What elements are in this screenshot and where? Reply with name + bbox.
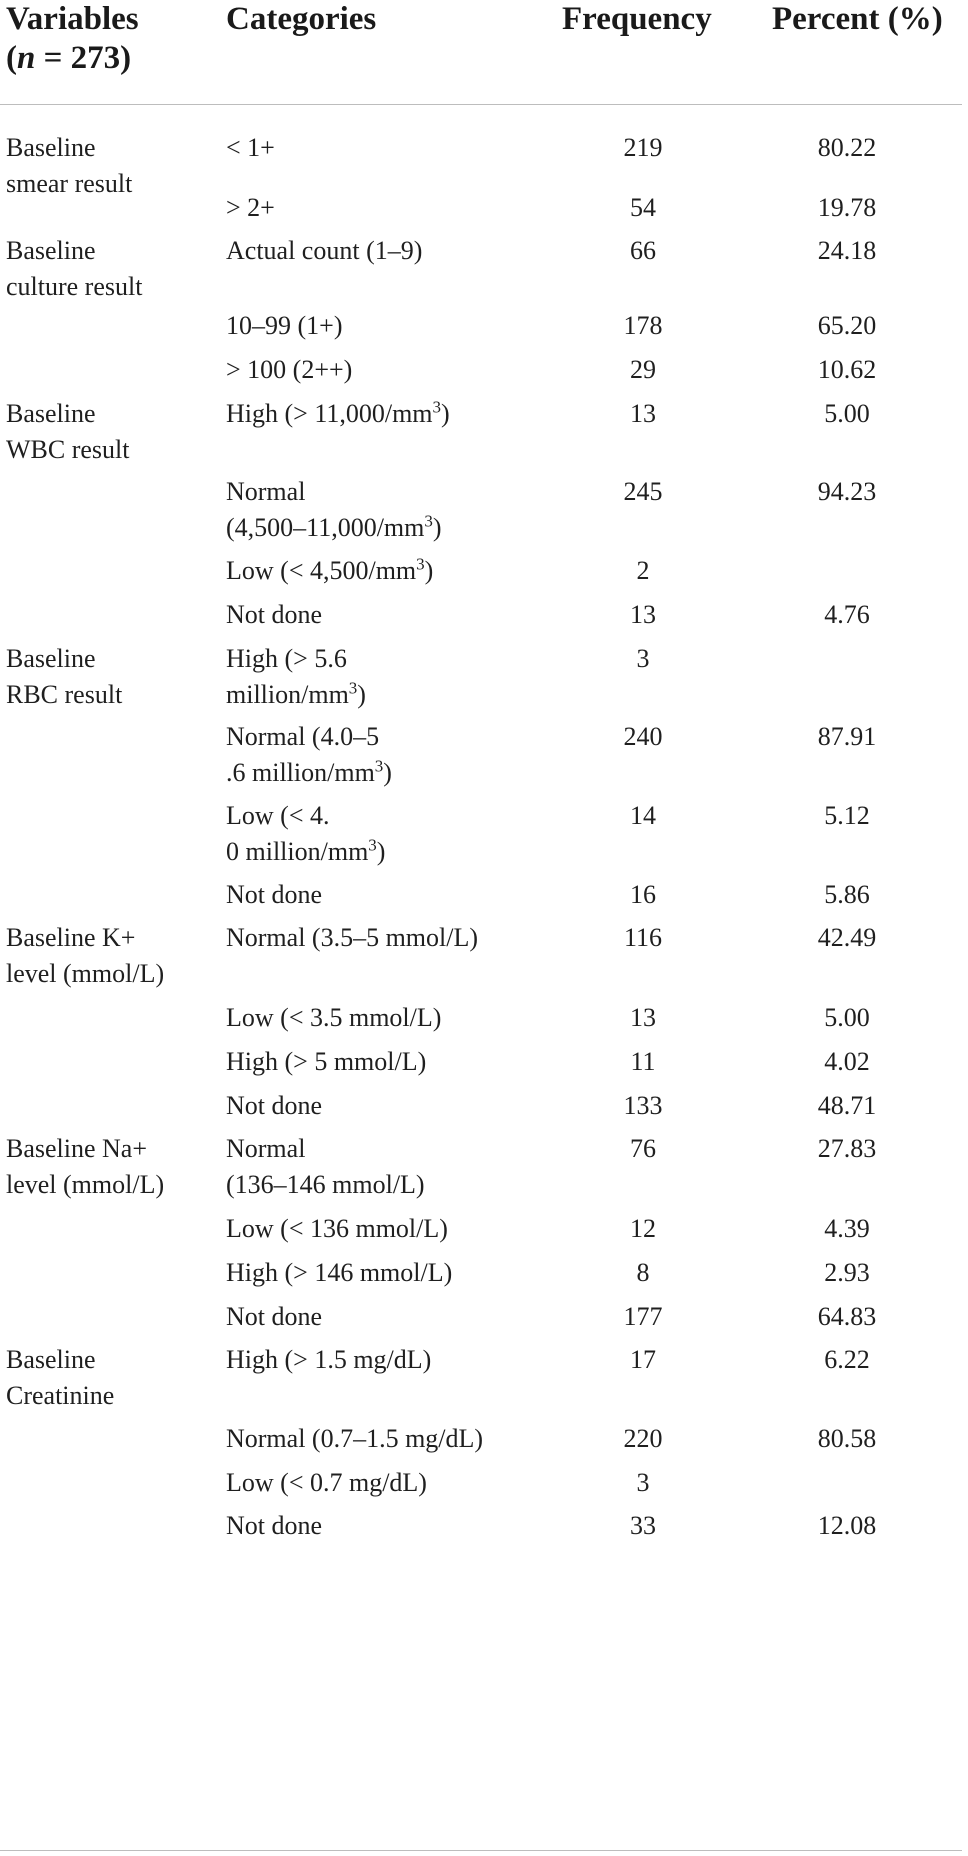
percent-value: 48.71	[817, 1091, 877, 1120]
frequency-value: 240	[623, 722, 663, 751]
variable-label: Baseline Na+ level (mmol/L)	[6, 1134, 165, 1199]
frequency-value: 3	[636, 644, 650, 673]
category-label: Not done	[226, 880, 323, 909]
percent-value: 80.58	[817, 1424, 877, 1453]
percent-value: 2.93	[824, 1258, 870, 1287]
percent-value: 24.18	[817, 236, 877, 265]
frequency-value: 219	[623, 133, 663, 162]
frequency-value: 3	[636, 1468, 650, 1497]
frequency-value: 12	[630, 1214, 656, 1243]
category-label: < 1+	[226, 133, 275, 162]
percent-value: 64.83	[817, 1302, 877, 1331]
category-label: Normal $(4,500-11,000/mm^3)$	[226, 477, 442, 542]
percent-value: 10.62	[817, 355, 877, 384]
frequency-value: 14	[630, 801, 656, 830]
percent-value: 5.86	[824, 880, 870, 909]
category-label: Normal (0.7–1.5 mg/dL)	[226, 1424, 484, 1453]
percent-value: 4.76	[824, 600, 870, 629]
frequency-value: 116	[623, 923, 663, 952]
category-label: Low (< 4. 0 million/$mm^3$)	[226, 801, 386, 866]
category-label: Actual count (1–9)	[226, 236, 423, 265]
frequency-value: 17	[630, 1345, 656, 1374]
variable-label: Baseline K+ level (mmol/L)	[6, 923, 165, 988]
frequency-value: 13	[630, 1003, 656, 1032]
bottom-rule	[0, 1850, 962, 1851]
category-label: > 100 (2++)	[226, 355, 353, 384]
category-label: Low (< 0.7 mg/dL)	[226, 1468, 427, 1497]
variable-label: Baseline Creatinine	[6, 1345, 115, 1410]
frequency-value: 11	[630, 1047, 656, 1076]
variable-label: Baseline smear result	[6, 133, 133, 198]
category-label: Not done	[226, 600, 323, 629]
header-n-value: = 273)	[35, 40, 132, 76]
category-label: Not done	[226, 1091, 323, 1120]
frequency-value: 178	[623, 311, 663, 340]
percent-value: 42.49	[817, 923, 877, 952]
category-label: Not done	[226, 1511, 323, 1540]
header-frequency: Frequency	[562, 1, 712, 37]
variable-label: Baseline culture result	[6, 236, 143, 301]
frequency-value: 54	[630, 193, 656, 222]
percent-value: 5.12	[824, 801, 870, 830]
percent-value: 4.02	[824, 1047, 870, 1076]
frequency-value: 33	[630, 1511, 656, 1540]
percent-value: 94.23	[817, 477, 877, 506]
category-label: > 2+	[226, 193, 275, 222]
variable-label: Baseline WBC result	[6, 399, 130, 464]
category-label: Not done	[226, 1302, 323, 1331]
header-variables: Variables (n = 273)	[6, 1, 139, 76]
category-label: Normal (4.0–5 .6 million/$mm^3$)	[226, 722, 392, 787]
percent-value: 19.78	[817, 193, 877, 222]
frequency-value: 177	[623, 1302, 663, 1331]
percent-value: 5.00	[824, 399, 870, 428]
category-label: Normal (3.5–5 mmol/L)	[226, 923, 479, 952]
frequency-value: 13	[630, 600, 656, 629]
percent-value: 12.08	[817, 1511, 877, 1540]
percent-value: 5.00	[824, 1003, 870, 1032]
category-label: High (> 5.6 million/$mm^3$)	[226, 644, 366, 709]
percent-value: 4.39	[824, 1214, 870, 1243]
variable-label: Baseline RBC result	[6, 644, 123, 709]
header-rule	[0, 104, 962, 105]
category-label: High (> 146 mmol/L)	[226, 1258, 453, 1287]
category-label: 10–99 (1+)	[226, 311, 343, 340]
header-categories: Categories	[226, 1, 377, 37]
frequency-value: 76	[630, 1134, 656, 1163]
frequency-value: 8	[636, 1258, 650, 1287]
frequency-value: 220	[623, 1424, 663, 1453]
frequency-value: 13	[630, 399, 656, 428]
frequency-value: 16	[630, 880, 656, 909]
percent-value: 27.83	[817, 1134, 877, 1163]
frequency-value: 133	[623, 1091, 663, 1120]
header-n-label: n	[17, 40, 36, 76]
category-label: Low (< $4,500/mm^3$)	[226, 554, 434, 585]
percent-value: 6.22	[824, 1345, 870, 1374]
category-label: High (> $11,000/mm^3$)	[226, 397, 450, 428]
percent-value: 87.91	[817, 722, 877, 751]
category-label: Normal (136–146 mmol/L)	[226, 1134, 425, 1199]
frequency-value: 29	[630, 355, 656, 384]
percent-value: 65.20	[817, 311, 877, 340]
category-label: High (> 1.5 mg/dL)	[226, 1345, 432, 1374]
header-variables-title: Variables	[6, 1, 139, 37]
frequency-value: 245	[623, 477, 663, 506]
category-label: Low (< 3.5 mmol/L)	[226, 1003, 442, 1032]
frequency-value: 66	[630, 236, 656, 265]
header-percent: Percent (%)	[772, 1, 943, 37]
category-label: Low (< 136 mmol/L)	[226, 1214, 448, 1243]
category-label: High (> 5 mmol/L)	[226, 1047, 427, 1076]
frequency-value: 2	[636, 556, 650, 585]
percent-value: 80.22	[817, 133, 877, 162]
